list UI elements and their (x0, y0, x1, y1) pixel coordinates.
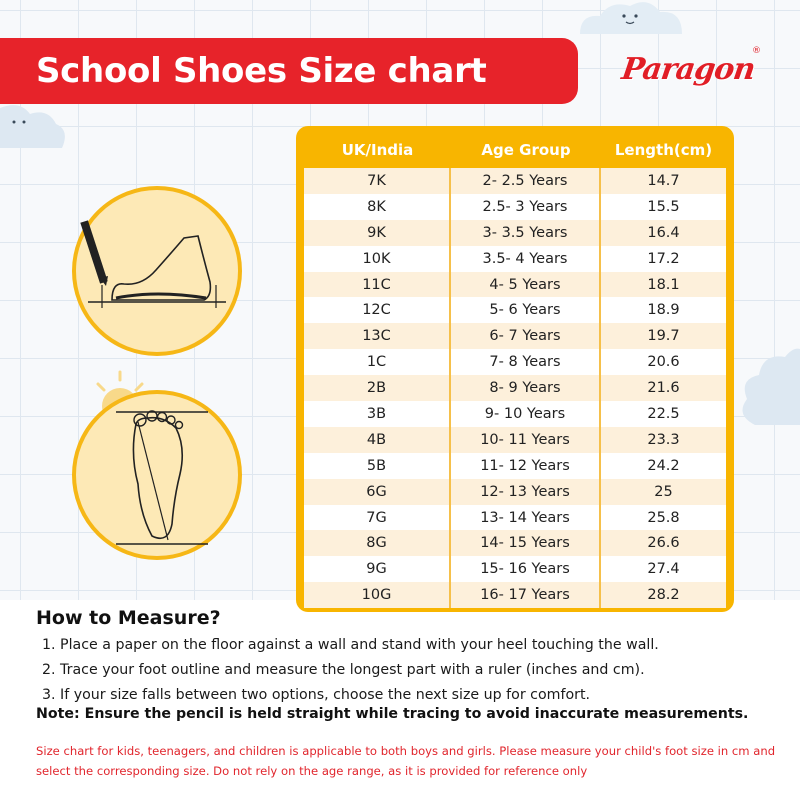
cell-length: 26.6 (647, 535, 680, 552)
cell-size: 9G (304, 556, 451, 582)
cell-size: 2B (304, 375, 451, 401)
cell-age: 12- 13 Years (451, 479, 601, 505)
cell-age: 5- 6 Years (451, 297, 601, 323)
cell-size: 4B (304, 427, 451, 453)
cell-length: 18.1 (647, 276, 680, 293)
table-row (304, 453, 726, 479)
cell-age: 9- 10 Years (451, 401, 601, 427)
table-row (304, 479, 726, 505)
how-to-heading: How to Measure? (36, 607, 221, 629)
cloud-right-icon (735, 335, 800, 425)
table-row (304, 505, 726, 531)
table-row (304, 297, 726, 323)
how-to-steps (42, 633, 792, 708)
cell-length: 28.2 (647, 587, 680, 604)
page-title: School Shoes Size chart (36, 51, 487, 91)
table-row (304, 323, 726, 349)
cell-age: 7- 8 Years (451, 349, 601, 375)
cell-size: 8G (304, 530, 451, 556)
table-row (304, 168, 726, 194)
cell-age: 13- 14 Years (451, 505, 601, 531)
cell-length: 17.2 (647, 250, 680, 267)
cell-size: 10G (304, 582, 451, 608)
cell-size: 3B (304, 401, 451, 427)
cell-length: 25 (654, 483, 673, 500)
cloud-top-right-icon (570, 0, 690, 34)
column-header-age: Age Group (481, 141, 571, 159)
list-item: 2. Trace your foot outline and measure the longest part with a ruler (inches and cm). (42, 662, 645, 678)
cell-age: 15- 16 Years (451, 556, 601, 582)
cell-size: 9K (304, 220, 451, 246)
cell-age: 4- 5 Years (451, 272, 601, 298)
cell-size: 5B (304, 453, 451, 479)
disclaimer-text: Size chart for kids, teenagers, and children is applicable to both boys and girls. Please measure your child's foot size in cm and select the corresponding size. Do not rely on the age range, as it is provided for reference only (36, 744, 776, 778)
cell-length: 16.4 (647, 224, 680, 241)
cell-age: 3.5- 4 Years (451, 246, 601, 272)
list-item: 1. Place a paper on the floor against a wall and stand with your heel touching the wall. (42, 637, 659, 653)
list-item: 3. If your size falls between two options, choose the next size up for comfort. (42, 687, 591, 703)
cell-length: 15.5 (647, 198, 680, 215)
table-row (304, 375, 726, 401)
table-row (304, 272, 726, 298)
column-header-length: Length(cm) (614, 141, 713, 159)
table-body (304, 168, 726, 608)
cell-age: 2.5- 3 Years (451, 194, 601, 220)
cell-size: 6G (304, 479, 451, 505)
cell-length: 20.6 (647, 354, 680, 371)
title-banner (0, 38, 578, 104)
foot-sole-svg (76, 394, 238, 556)
table-row (304, 401, 726, 427)
table-row (304, 556, 726, 582)
table-row (304, 427, 726, 453)
cell-size: 7G (304, 505, 451, 531)
cell-length: 21.6 (647, 380, 680, 397)
cell-age: 10- 11 Years (451, 427, 601, 453)
foot-sole-measure-icon (72, 390, 242, 560)
cell-size: 11C (304, 272, 451, 298)
cell-age: 6- 7 Years (451, 323, 601, 349)
cell-length: 18.9 (647, 302, 680, 319)
cell-size: 10K (304, 246, 451, 272)
cell-age: 8- 9 Years (451, 375, 601, 401)
measurement-note: Note: Ensure the pencil is held straight while tracing to avoid inaccurate measurements. (36, 706, 749, 722)
cell-size: 13C (304, 323, 451, 349)
cell-length: 23.3 (647, 431, 680, 448)
cell-size: 1C (304, 349, 451, 375)
cell-age: 2- 2.5 Years (451, 168, 601, 194)
cell-length: 25.8 (647, 509, 680, 526)
table-row (304, 582, 726, 608)
cell-length: 14.7 (647, 172, 680, 189)
cell-age: 3- 3.5 Years (451, 220, 601, 246)
cell-size: 12C (304, 297, 451, 323)
table-header (304, 132, 726, 168)
column-header-uk: UK/India (341, 141, 414, 159)
foot-side-svg (76, 190, 238, 352)
cell-age: 16- 17 Years (451, 582, 601, 608)
table-row (304, 220, 726, 246)
cell-length: 22.5 (647, 405, 680, 422)
registered-mark: ® (752, 46, 761, 56)
size-table (296, 126, 734, 612)
foot-side-tracing-icon (72, 186, 242, 356)
brand-logo: Paragon (619, 52, 757, 87)
cell-length: 27.4 (647, 561, 680, 578)
table-row (304, 246, 726, 272)
cell-size: 8K (304, 194, 451, 220)
cell-length: 24.2 (647, 457, 680, 474)
table-row (304, 530, 726, 556)
cell-size: 7K (304, 168, 451, 194)
cell-age: 11- 12 Years (451, 453, 601, 479)
cell-length: 19.7 (647, 328, 680, 345)
table-row (304, 194, 726, 220)
cell-age: 14- 15 Years (451, 530, 601, 556)
table-row (304, 349, 726, 375)
cloud-left-icon (0, 100, 70, 150)
